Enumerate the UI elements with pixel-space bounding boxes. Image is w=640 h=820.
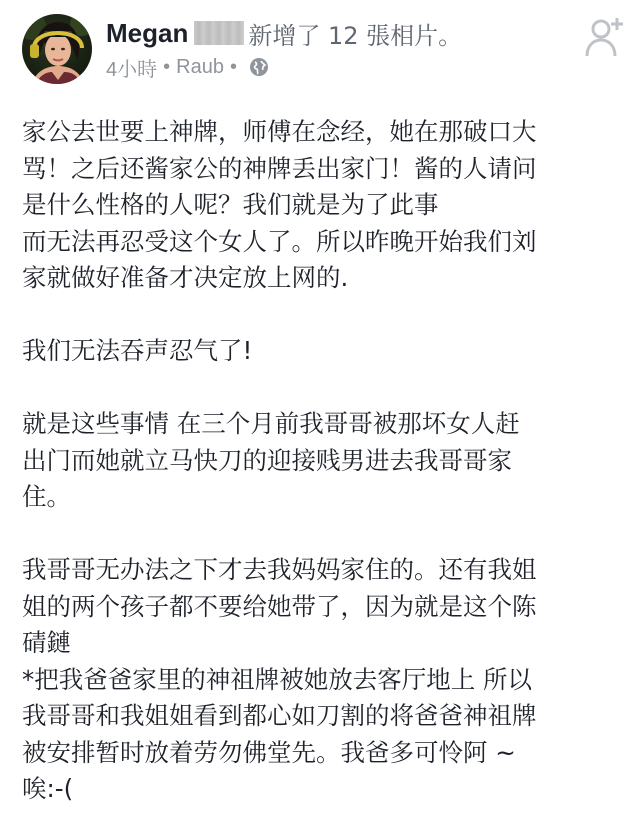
post-text-line: 我们无法吞声忍气了!	[22, 336, 253, 365]
post-text-line: 出门而她就立马快刀的迎接贱男进去我哥哥家	[22, 445, 512, 475]
post-text-line: 被安排暂时放着劳勿佛堂先。我爸多可怜阿 ~	[22, 737, 516, 767]
post-text-line: 骂！之后还酱家公的神牌丢出家门！酱的人请问	[22, 153, 537, 183]
post-text-line: 家就做好准备才决定放上网的.	[22, 263, 349, 292]
post-text-line: 唉:-(	[22, 774, 74, 803]
post-text-line: 姐的两个孩子都不要给她带了，因为就是这个陈	[22, 591, 537, 621]
post-header	[0, 0, 640, 100]
post-meta	[106, 54, 269, 80]
globe-icon	[249, 57, 269, 77]
author-line	[106, 16, 462, 50]
post-text-line: 是什么性格的人呢？我们就是为了此事	[22, 190, 439, 219]
post-text-line: 住。	[22, 482, 71, 511]
paragraph-gap	[22, 516, 622, 553]
post-text-line: 我哥哥无办法之下才去我妈妈家住的。还有我姐	[22, 555, 537, 584]
post-paragraph	[22, 406, 622, 516]
post-timestamp[interactable]: 4小時	[106, 58, 158, 81]
post-text-line: 而无法再忍受这个女人了。所以昨晚开始我们刘	[22, 226, 537, 256]
author-name[interactable]: Megan	[106, 17, 189, 48]
post-text-line: 家公去世要上神牌，师傅在念经，她在那破口大	[22, 117, 537, 146]
post-action-text: 新增了 12 張相片。	[248, 21, 463, 50]
post-body	[22, 114, 622, 808]
post-text-line: 就是这些事情 在三个月前我哥哥被那坏女人赶	[22, 409, 520, 438]
meta-separator: •	[229, 55, 237, 78]
paragraph-gap	[22, 297, 622, 334]
post-paragraph	[22, 333, 622, 370]
post-text-line: 碃鏈	[22, 628, 71, 657]
avatar[interactable]	[22, 14, 92, 84]
post-text-line: 我哥哥和我姐姐看到都心如刀割的将爸爸神祖牌	[22, 701, 537, 730]
name-redaction	[194, 21, 244, 45]
post-paragraph	[22, 114, 622, 297]
meta-separator: •	[163, 55, 171, 78]
paragraph-gap	[22, 370, 622, 407]
add-friend-icon[interactable]	[584, 14, 624, 60]
post-paragraph	[22, 552, 622, 808]
post-location[interactable]: Raub	[176, 55, 224, 78]
post-text-line: *把我爸爸家里的神祖牌被她放去客厅地上 所以	[22, 664, 533, 694]
